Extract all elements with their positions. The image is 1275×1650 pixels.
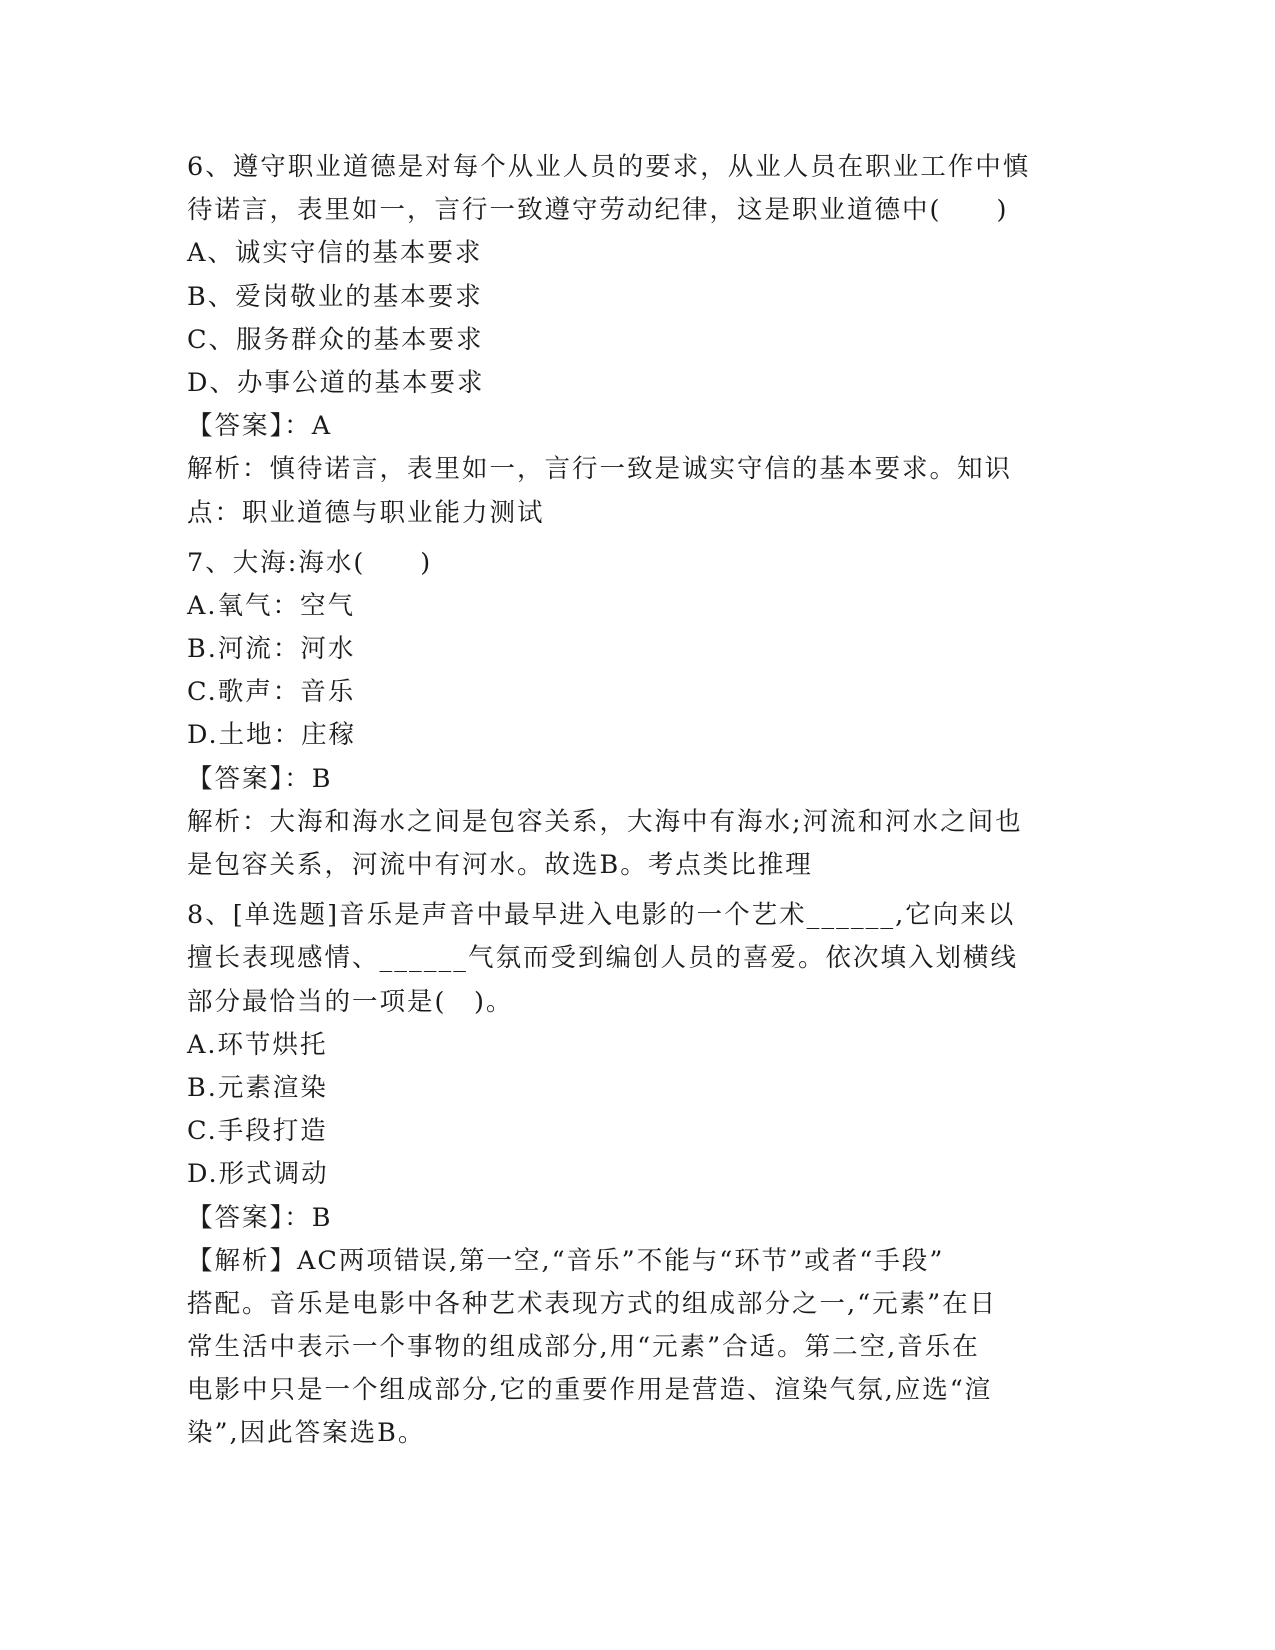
- option-d: D、办事公道的基本要求: [187, 367, 485, 398]
- option-b: B.河流：河水: [187, 634, 356, 665]
- question-stem-line: 待诺言，表里如一，言行一致遵守劳动纪律，这是职业道德中( ): [187, 195, 1009, 226]
- analysis-line: 染”,因此答案选B。: [187, 1418, 426, 1449]
- question-stem-line: 部分最恰当的一项是( )。: [187, 986, 514, 1017]
- option-c: C.手段打造: [187, 1116, 328, 1147]
- analysis-line: 搭配。音乐是电影中各种艺术表现方式的组成部分之一,“元素”在日: [187, 1288, 998, 1319]
- question-list: [187, 146, 1087, 1456]
- analysis-line: 解析：大海和海水之间是包容关系，大海中有海水;河流和河水之间也: [187, 806, 1023, 837]
- question-stem-line: 7、大海:海水( ): [187, 547, 433, 578]
- question-stem-line: 8、[单选题]音乐是声音中最早进入电影的一个艺术______,它向来以: [187, 900, 1016, 931]
- analysis-line: 解析：慎待诺言，表里如一，言行一致是诚实守信的基本要求。知识: [187, 454, 1013, 485]
- option-b: B.元素渲染: [187, 1072, 328, 1103]
- answer-line: 【答案】：B: [187, 1202, 333, 1233]
- analysis-line: 常生活中表示一个事物的组成部分,用“元素”合适。第二空,音乐在: [187, 1332, 980, 1363]
- question-stem-line: 6、遵守职业道德是对每个从业人员的要求，从业人员在职业工作中慎: [187, 152, 1031, 182]
- question-stem-line: 擅长表现感情、______气氛而受到编创人员的喜爱。依次填入划横线: [187, 943, 1019, 974]
- analysis-line: 是包容关系，河流中有河水。故选B。考点类比推理: [187, 850, 813, 880]
- option-c: C、服务群众的基本要求: [187, 324, 484, 355]
- option-c: C.歌声：音乐: [187, 677, 356, 708]
- option-a: A、诚实守信的基本要求: [187, 238, 483, 269]
- answer-line: 【答案】：A: [187, 411, 333, 442]
- option-a: A.环节烘托: [187, 1029, 328, 1060]
- option-a: A.氧气：空气: [187, 590, 356, 621]
- question-block: [187, 542, 1087, 888]
- analysis-line: 点：职业道德与职业能力测试: [187, 497, 545, 528]
- question-block: [187, 146, 1087, 535]
- question-spacer: [187, 887, 1087, 894]
- question-spacer: [187, 535, 1087, 542]
- analysis-line: 【解析】AC两项错误,第一空,“音乐”不能与“环节”或者“手段”: [187, 1245, 945, 1276]
- option-b: B、爱岗敬业的基本要求: [187, 281, 483, 312]
- answer-line: 【答案】：B: [187, 763, 333, 794]
- option-d: D.土地：庄稼: [187, 720, 357, 751]
- option-d: D.形式调动: [187, 1159, 329, 1190]
- analysis-line: 电影中只是一个组成部分,它的重要作用是营造、渲染气氛,应选“渲: [187, 1375, 993, 1406]
- question-block: [187, 894, 1087, 1455]
